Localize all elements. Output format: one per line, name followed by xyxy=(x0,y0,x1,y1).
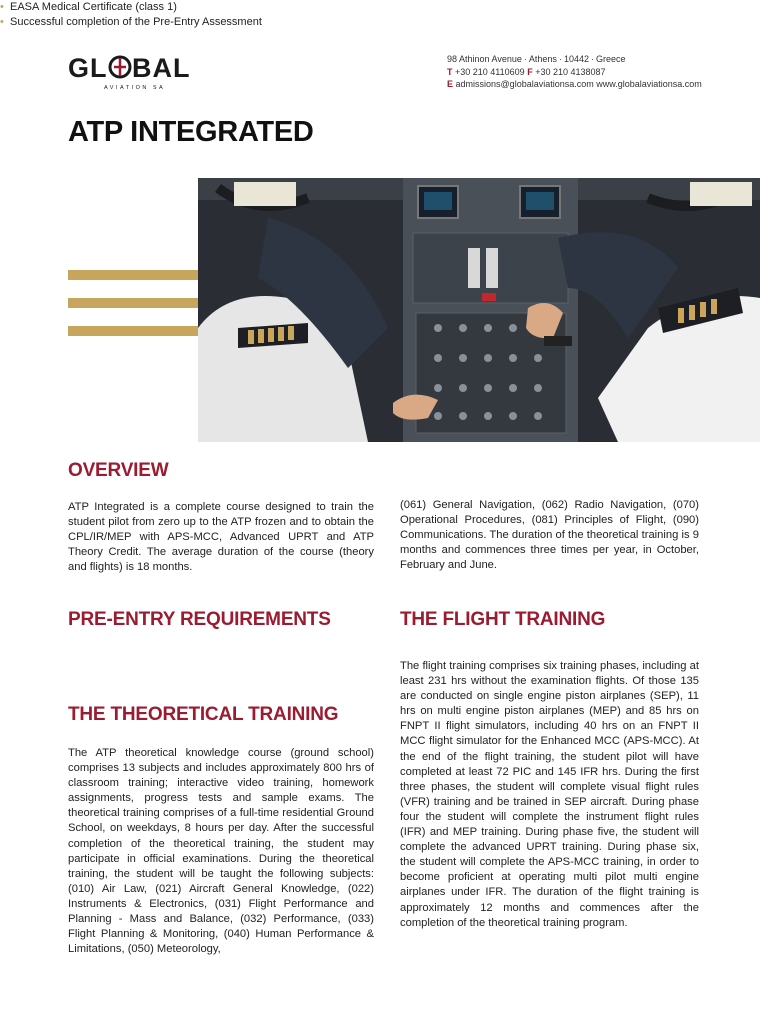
overview-text: ATP Integrated is a complete course designed to train the student pilot from zero up to the ATP frozen and to obtain the CPL/IR/MEP with APS-MCC, Advanced UPRT and ATP Theory Credit. The average duration of the course (theory and flights) is 18 months. xyxy=(68,501,374,574)
decorative-bar xyxy=(68,270,198,280)
address-line: 98 Athinon Avenue · Athens · 10442 · Greece xyxy=(447,54,626,64)
email-line: E admissions@globalaviationsa.com www.globalaviationsa.com xyxy=(447,79,702,89)
contact-info xyxy=(447,53,702,91)
decorative-bar xyxy=(68,298,198,308)
flight-training-heading: THE FLIGHT TRAINING xyxy=(400,609,606,630)
svg-text:AVIATION SA: AVIATION SA xyxy=(104,85,166,91)
decorative-bar xyxy=(68,326,198,336)
flight-training-text: The flight training comprises six training phases, including at least 231 hrs without the examination flights. Of those 135 are conducted on single engine piston airplanes (SEP), 11 hrs on multi engine piston airplanes (MEP) and 85 hrs on FNPT II flight simulators, including 40 hrs on an FNPT II MCC flight simulator for the Enhanced MCC (APS-MCC). At the end of the flight training, the student pilot will have completed at least 72 PIC and 145 IFR hrs. During the first three phases, the student will complete visual flight rules (VFR) training and be trained in SEP aircraft. During phase four the student will complete the instrument flight rules (IFR) and MEP training. During phase five, the student will complete the advanced UPRT training. During phase six, the student will complete the APS-MCC training, in order to become proficient at operating multi pilot multi engine airplanes under IFR. The duration of the flight training is approximately 12 months and commences after the completion of the theoretical training program. xyxy=(400,660,699,929)
list-item: • EASA Medical Certificate (class 1) xyxy=(0,0,300,15)
cockpit-photo xyxy=(198,178,760,442)
global-aviation-logo xyxy=(68,52,198,92)
phone-line: T +30 210 4110609 F +30 210 4138087 xyxy=(447,66,606,77)
pre-entry-heading: PRE-ENTRY REQUIREMENTS xyxy=(68,609,331,630)
page-title: ATP INTEGRATED xyxy=(68,116,314,148)
list-item: • Successful completion of the Pre-Entry Assessment xyxy=(0,15,300,30)
overview-heading: OVERVIEW xyxy=(68,460,169,481)
requirements-list xyxy=(0,0,300,30)
theory-subjects-continued-text: (061) General Navigation, (062) Radio Navigation, (070) Operational Procedures, (081) Principles of Flight, (090) Communications. The duration of the theoretical training is 9 months and commences three times per year, in October, February and June. xyxy=(400,499,699,572)
svg-text:BAL: BAL xyxy=(132,53,191,83)
email-web-link[interactable]: admissions@globalaviationsa.com www.globalaviationsa.com xyxy=(455,79,702,89)
theoretical-training-text: The ATP theoretical knowledge course (ground school) comprises 13 subjects and includes approximately 800 hrs of classroom training; interactive video training, homework assignments, progress tests and sample exams. The theoretical training comprises of a full-time residential Ground School, on weekdays, 8 hours per day. After the successful completion of the theoretical training, the student may participate in official examinations. During the theoretical training, the student will be taught the following subjects: (010) Air Law, (021) Aircraft General Knowledge, (022) Instruments & Electronics, (031) Flight Performance and Planning - Mass and Balance, (032) Performance, (033) Flight Planning & Monitoring, (040) Human Performance & Limitations, (050) Meteorology, xyxy=(68,747,374,956)
theoretical-training-heading: THE THEORETICAL TRAINING xyxy=(68,704,339,725)
svg-text:GL: GL xyxy=(68,53,108,83)
